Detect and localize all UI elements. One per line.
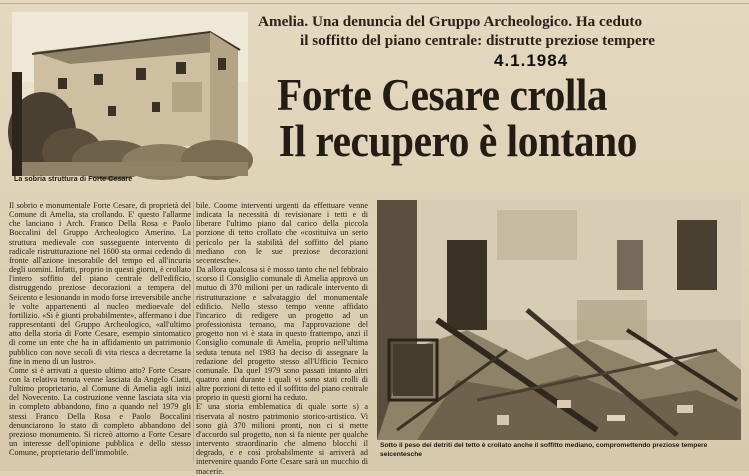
top-photo-caption: La sobria struttura di Forte Cesare bbox=[14, 176, 133, 183]
fortress-photo bbox=[12, 12, 248, 176]
kicker bbox=[258, 12, 738, 50]
top-rule bbox=[0, 3, 749, 4]
column-divider bbox=[193, 201, 194, 461]
article-column-2 bbox=[196, 201, 368, 476]
collapse-photo bbox=[377, 200, 741, 440]
headline bbox=[277, 69, 700, 166]
column-1-paragraph-1: Il sobrio e monumentale Forte Cesare, di proprietà del Comune di Amelia, sta crollando. E' questo l'allarme che lanciano i Arch. Franco Della Rosa e Paolo Boccalini del Gruppo Archeologico Amerino. La struttura medievale con susseguente intervento di radicale ristrutturazione nel 1600 sta ormai cedendo di fronte all'azione inesorabile del tempo ed all'incuria degli uomini. Infatti, proprio in questi giorni, è crollato l'intero soffitto del piano centrale dell'edificio, distruggendo preziose decorazioni a tempera del Seicento e lesionando in modo forse irreversibile anche le volte appartenenti al nucleo medioevale del fortilizio. «Si è giunti probabilmente», affermano i due rappresentanti del Gruppo Archeologico, «all'ultimo atto della storia di Forte Cesare, esempio sintomatico di come un ente che ha in affidamento un patrimonio pubblico con nove secoli di vita riesca a decretarne la fine in meno di un lustro». bbox=[9, 201, 191, 366]
column-1-paragraph-2: Come si è arrivati a questo ultimo atto? Forte Cesare con la relativa tenuta venne lasciata da Angelo Ciatti, l'ultimo proprietario, al Comune di Amelia agli inizi del Novecento. La costruzione venne lasciata sita via in completo abbandono, fino a quando nel 1979 gli stessi Franco Della Rosa e Paolo Boccalini denunciarono lo stato di completo abbandono del prezioso monumento. Si ricreò attorno a Forte Cesare un interesse dell'opinione pubblica e dello stesso Comune, proprietario dell'immobile. bbox=[9, 365, 191, 458]
article-column-1 bbox=[9, 201, 191, 463]
column-2-paragraph-1: bile. Coome interventi urgenti da effettuare venne indicata la necessità di revisionare i tetti e di liberare l'ultimo piano dal carico della piccola porzione di tetto crollato che «costituiva un serio pericolo per la stabilità del soffitto del piano mediano con le sue preziose decorazioni secentesche». bbox=[196, 201, 368, 265]
collapse-photo-caption: Sotto il peso dei detriti del tetto è crollato anche il soffitto mediano, compromettendo preziose tempere seicentesche bbox=[380, 442, 708, 458]
headline-line-2: Il recupero è lontano bbox=[278, 115, 637, 166]
date-stamp: 4.1.1984 bbox=[494, 51, 569, 70]
column-2-paragraph-3: E' una storia emblematica di quale sorte s) a riservata al nostro patrimonio storico-artistico. Vi sono già 370 milioni pronti, non ci si mette d'accordo sul progetto, non si fa niente per qualche intervento straordinario che almeno blocchi il degrado, e e così probabilmente si arriverà ad intervenire quando Forte Cesare sarà un mucchio di macerie. bbox=[196, 402, 368, 476]
column-2-paragraph-2: Da allora qualcosa si è mosso tanto che nel febbraio scorso il Consiglio comunale di Amelia approvò un mutuo di 370 milioni per un radicale intervento di ristrutturazione e salvataggio del monumentale edificio. Nello stesso tempo venne affidato l'incarico di redigere un progetto ad un professionista ternano, ma l'approvazione del progetto non vi è stata in questo frattempo, anzi il Consiglio comunale di Amelia, proprio nell'ultima seduta tenuta nel 1983 ha deciso di assegnare la redazione del progetto stesso all'Ufficio Tecnico comunale. Da quel 1979 sono passati intanto altri quattro anni durante i quali vi sono stati crolli di altre porzioni di tetto ed il soffitto del piano centrale proprio in questi giorni ha ceduto. bbox=[196, 265, 368, 403]
headline-line-1: Forte Cesare crolla bbox=[277, 69, 608, 120]
kicker-line-1: Amelia. Una denuncia del Gruppo Archeologico. Ha ceduto bbox=[258, 13, 643, 30]
kicker-line-2: il soffitto del piano centrale: distrutte preziose tempere bbox=[300, 32, 655, 49]
